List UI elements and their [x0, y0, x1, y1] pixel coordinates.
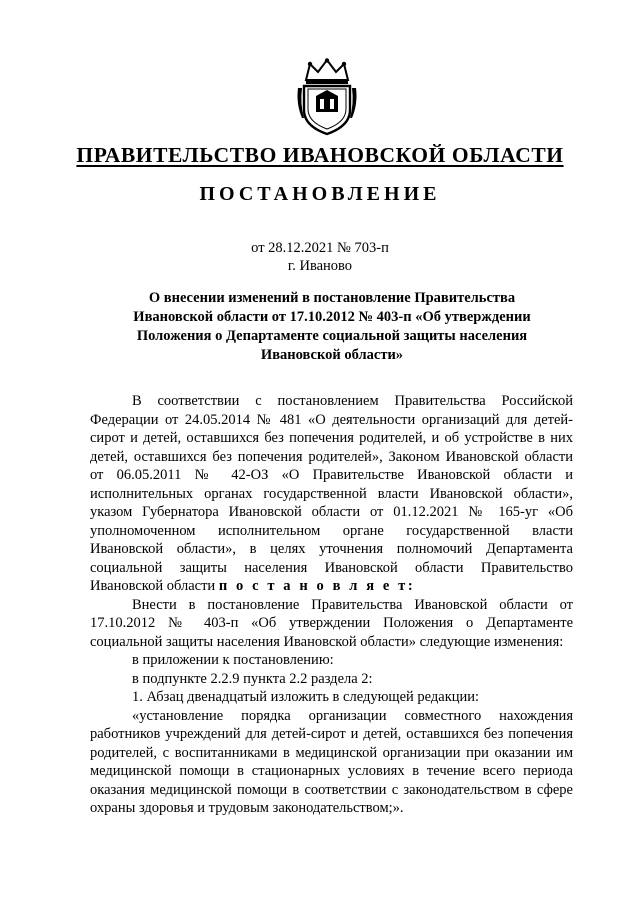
government-title: ПРАВИТЕЛЬСТВО ИВАНОВСКОЙ ОБЛАСТИ: [76, 143, 564, 167]
paragraph: в приложении к постановлению:: [132, 652, 334, 668]
subject-line: Ивановской области от 17.10.2012 № 403-п «Об утверждении: [133, 309, 531, 325]
subject-line: О внесении изменений в постановление Правительства: [148, 290, 516, 306]
document-body: [90, 392, 573, 818]
subject-line: Положения о Департаменте социальной защиты населения: [136, 328, 528, 344]
resolves-word: п о с т а н о в л я е т:: [218, 578, 416, 594]
date-number: от 28.12.2021 № 703-п: [251, 240, 389, 256]
paragraph: Внести в постановление Правительства Ивановской области от 17.10.2012 № 403-п «Об утверждении Положения о Департаменте социальной защиты населения Ивановской области» следующие изменения:: [90, 596, 573, 650]
subject-line: Ивановской области»: [260, 347, 404, 363]
paragraph: «установление порядка организации совместного нахождения работников учреждений для детей-сирот и детей, оставшихся без попечения родителей, с воспитанниками в медицинской организации при оказании им медицинской помощи в стационарных условиях в течение всего периода оказания медицинской помощи в соответствии с законодательством в сфере охраны здоровья и трудовым законодательством;».: [90, 707, 573, 816]
document-subject: [112, 289, 552, 365]
place: г. Иваново: [287, 258, 353, 274]
preamble-text: В соответствии с постановлением Правительства Российской Федерации от 24.05.2014 № 481 «О деятельности организаций для детей-сирот и детей, оставшихся без попечения родителей, и об устройстве в них детей, оставшихся без попечения родителей», Законом Ивановской области от 06.05.2011 № 42-ОЗ «О Правительстве Ивановской области и исполнительных органах государственной власти Ивановской области», указом Губернатора Ивановской области от 01.12.2021 № 165-уг «Об уполномоченном исполнительном органе государственной власти Ивановской области», в целях уточнения полномочий Департамента социальной защиты населения Ивановской области Правительство Ивановской области: [90, 393, 573, 594]
ivanovo-coat-of-arms-icon: [296, 58, 358, 136]
paragraph: в подпункте 2.2.9 пункта 2.2 раздела 2:: [132, 670, 373, 687]
paragraph: 1. Абзац двенадцатый изложить в следующей редакции:: [132, 689, 480, 705]
document-type: ПОСТАНОВЛЕНИЕ: [199, 183, 441, 205]
document-meta: [0, 239, 640, 275]
preamble-paragraph: [90, 392, 573, 596]
